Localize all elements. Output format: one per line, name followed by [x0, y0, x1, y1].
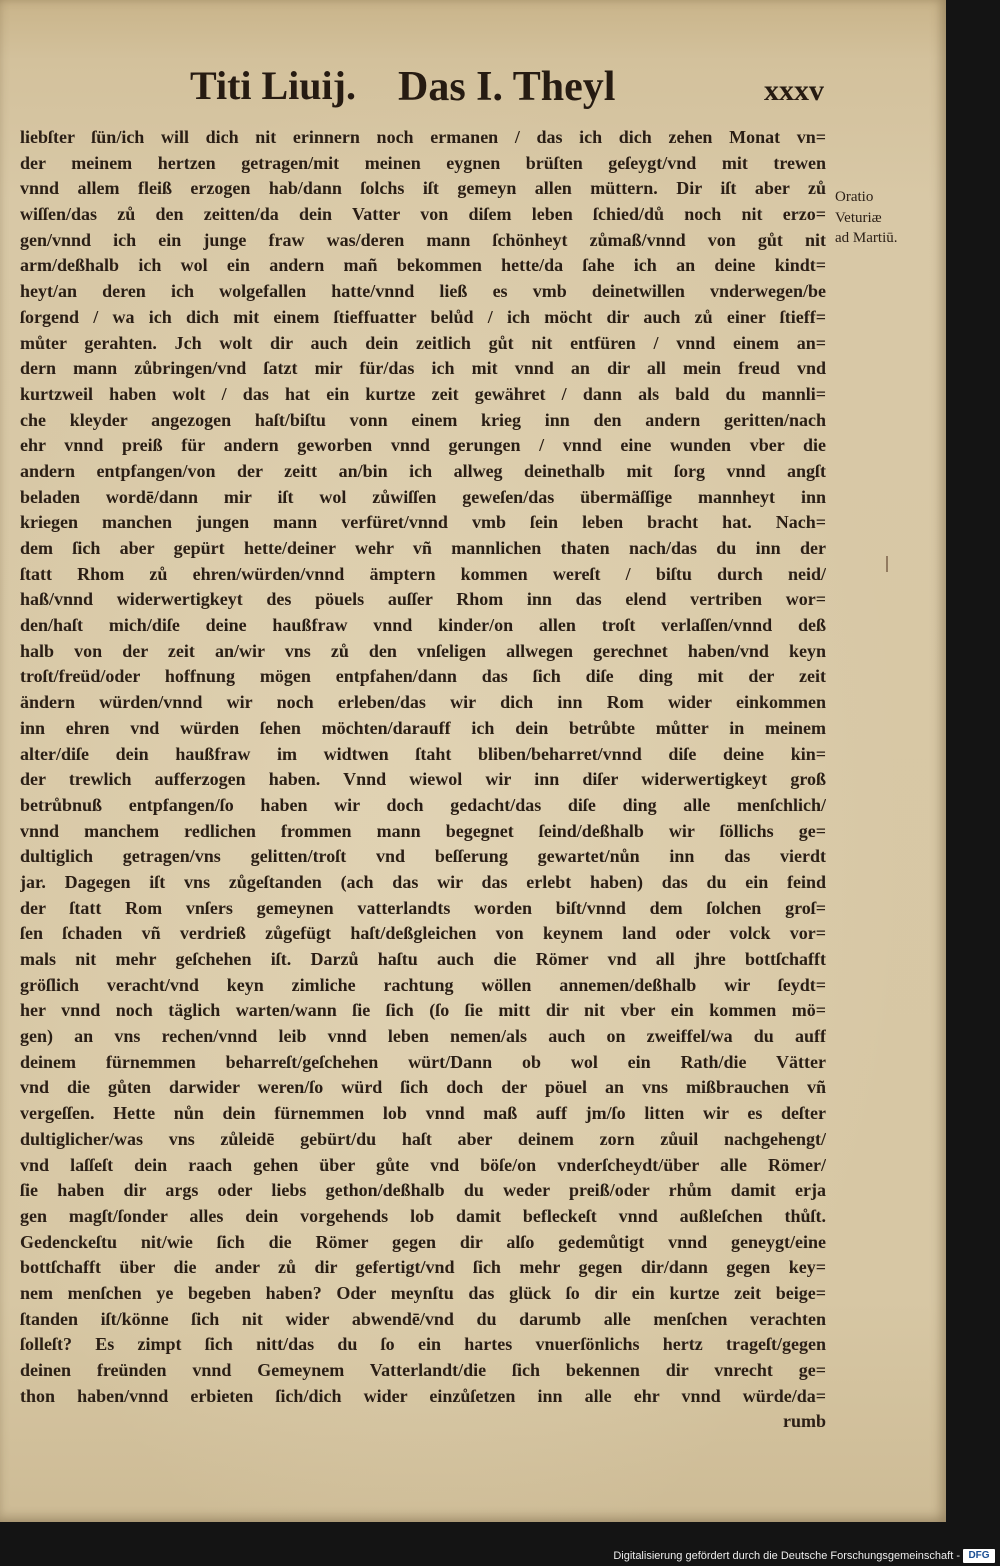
text-line: kriegen manchen jungen mann verfüret/vnnd vmb ſein leben bracht hat. Nach= [20, 512, 826, 533]
margin-note-line: ad Martiū. [835, 230, 898, 246]
text-line: her vnnd noch täglich warten/wann ſie ſich (ſo ſie mitt dir nit vber ein kommen mö= [20, 1000, 826, 1021]
text-line: deinem fürnemmen beharreſt/geſchehen würt/Dann ob wol ein Rath/die Vätter [20, 1051, 826, 1072]
text-line: deinen freünden vnnd Gemeynem Vatterlandt/die ſich bekennen dir vnrecht ge= [20, 1360, 826, 1380]
margin-note [835, 187, 935, 249]
margin-note-line: Veturiæ [835, 209, 882, 226]
text-line: dultiglicher/was vns zůleidē gebürt/du haſt aber deinem zorn zůuil nachgehengt/ [20, 1128, 826, 1149]
text-line: ſie haben dir args oder liebs gethon/deßhalb du weder preiß/oder rhům damit erja [20, 1180, 826, 1201]
text-line: andern entpfangen/von der zeitt an/bin ich allweg deinethalb mit ſorg vnnd angſt [20, 460, 826, 481]
text-line: vnnd manchem redlichen frommen mann begegnet ſeind/deßhalb wir ſöllichs ge= [20, 820, 826, 841]
text-line: halb von der zeit an/wir vns zů den vnſeligen allwegen gerechnet haben/vnd keyn [20, 640, 826, 661]
text-line: vergeſſen. Hette nůn dein fürnemmen lob vnnd maß auff jm/ſo litten wir es deſter [20, 1103, 826, 1124]
text-line: der ſtatt Rom vnſers gemeynen vatterlandts worden biſt/vnnd dem ſolchen groſ= [20, 897, 826, 918]
text-line: haß/vnnd widerwertigkeyt des pöuels auſſer Rhom inn das elend vertriben wor= [20, 589, 826, 610]
running-title-left: Titi Liuij. [190, 63, 356, 108]
dfg-logo[interactable]: DFG [963, 1549, 995, 1563]
text-line: ändern würden/vnnd wir noch erleben/das wir dich inn Rom wider einkommen [20, 692, 826, 713]
text-line: bottſchafft über die ander zů dir gefertigt/vnd ſich mehr gegen dir/dann gegen key= [20, 1257, 826, 1278]
text-line: arm/deßhalb ich wol ein andern mañ bekommen hette/da ſahe ich an deine kindt= [20, 255, 826, 276]
bleed-through-mark [886, 556, 888, 572]
text-line: den/haſt mich/diſe deine haußfraw vnnd kinder/on allen troſt verlaſſen/vnnd deß [20, 615, 826, 636]
text-line: dern mann zůbringen/vnd ſatzt mir für/das ich mit vnnd an dir all mein freud vnd [20, 358, 826, 379]
margin-note-line: Oratio [835, 189, 874, 205]
body-text [20, 125, 826, 1435]
folio-number: xxxv [764, 74, 824, 107]
text-line: gröſlich veracht/vnd keyn zimliche rachtung wöllen annemen/deßhalb wir ſeydt= [20, 974, 826, 995]
text-line: alter/diſe dein haußfraw im widtwen ſtaht bliben/beharret/vnnd diſe deine kin= [20, 743, 826, 764]
text-line: jar. Dagegen iſt vns zůgeſtanden (ach das wir das erlebt haben) das du ein feind [20, 871, 826, 892]
text-line: der trewlich aufferzogen haben. Vnnd wiewol wir inn diſer widerwertigkeyt groß [20, 769, 826, 790]
text-line: mals nit mehr geſchehen iſt. Darzů haſtu auch die Römer vnd all jhre bottſchafft [20, 949, 826, 969]
text-line: můter gerahten. Jch wolt dir auch dein zeitlich gůt nit entfüren / vnnd einem an= [20, 332, 826, 353]
text-line: vnd die gůten darwider weren/ſo würd ſich doch der pöuel an vns mißbrauchen vñ [20, 1077, 826, 1098]
text-line: gen magſt/ſonder alles dein vorgehends lob damit befleckeſt vnnd außleſchen thůſt. [20, 1205, 826, 1226]
text-line: ſorgend / wa ich dich mit einem ſtieffuatter belůd / ich möcht dir auch zů einer ſtieff= [20, 306, 826, 327]
text-line: wiſſen/das zů den zeitten/da dein Vatter von diſem leben ſchied/dů noch nit erzo= [20, 204, 826, 225]
running-title-center: Das I. Theyl [398, 64, 616, 110]
text-line: nem menſchen ye begeben haben? Oder meynſtu das glück ſo dir ein kurtze zeit beige= [20, 1282, 826, 1303]
text-line: ehr vnnd preiß für andern geworben vnnd gerungen / vnnd eine wunden vber die [20, 435, 826, 456]
text-line: che kleyder angezogen haſt/biſtu vonn einem krieg inn den andern geritten/nach [20, 409, 826, 430]
text-line: der meinem hertzen getragen/mit meinen eygnen brüſten geſeygt/vnd mit trewen [20, 152, 826, 173]
text-line: gen) an vns rechen/vnnd leib vnnd leben nemen/als auch on zweiffel/wa du auff [20, 1026, 826, 1047]
text-line: vnnd allem fleiß erzogen hab/dann ſolchs iſt gemeyn allen müttern. Dir iſt aber zů [20, 178, 826, 199]
text-line: ſtatt Rhom zů ehren/würden/vnnd ämptern kommen wereſt / biſtu durch neid/ [20, 563, 826, 584]
text-line: dem ſich aber gepürt hette/deiner wehr vñ mannlichen thaten nach/das du inn der [20, 538, 826, 558]
text-line: Gedenckeſtu nit/wie ſich die Römer gegen dir alſo gedemůtigt vnnd geneygt/eine [20, 1231, 826, 1252]
text-line: troſt/freüd/oder hoffnung mögen entpfahen/dann das ſich diſe ding mit der zeit [20, 666, 826, 687]
text-line: dultiglich getragen/vns gelitten/troſt vnd beſſerung gewartet/nůn inn das vierdt [20, 846, 826, 867]
text-line: kurtzweil haben wolt / das hat ein kurtze zeit gewähret / dann als bald du mannli= [20, 383, 826, 404]
text-line: beladen wordē/dann mir iſt wol zůwiſſen geweſen/das übermäſſige mannheyt inn [20, 486, 826, 507]
text-line: thon haben/vnnd erbieten ſich/dich wider einzůſetzen inn alle ehr vnnd würde/da= [20, 1385, 826, 1406]
text-line: ſolleſt? Es zimpt ſich nitt/das du ſo ein hartes vnuerſönlichs hertz trageſt/gegen [20, 1334, 826, 1355]
digitization-credit: Digitalisierung gefördert durch die Deutsche Forschungsgemeinschaft - [613, 1550, 960, 1562]
text-line: ſen ſchaden vñ verdrieß zůgefügt haſt/deßgleichen von keynem land oder volck vor= [20, 923, 826, 944]
text-line: ſtanden iſt/könne ſich nit wider abwendē/vnd du darumb alle menſchen verachten [20, 1308, 826, 1329]
text-line: betrůbnuß entpfangen/ſo haben wir doch gedacht/das diſe ding alle menſchlich/ [20, 794, 826, 815]
text-line: vnd laſſeſt dein raach gehen über gůte vnd böſe/on vnderſcheydt/über alle Römer/ [20, 1154, 826, 1175]
text-line: inn ehren vnd würden ſehen möchten/darauff ich dein betrůbte můtter in meinem [20, 717, 826, 738]
catchword: rumb [782, 1411, 826, 1432]
text-line: heyt/an deren ich wolgefallen hatte/vnnd ließ es vmb deinetwillen vnderwegen/be [20, 281, 826, 302]
text-line: liebſter ſün/ich will dich nit erinnern noch ermanen / das ich dich zehen Monat vn= [20, 127, 826, 147]
text-line: gen/vnnd ich ein junge fraw was/deren mann ſchönheyt zůmaß/vnnd von gůt nit [20, 229, 826, 250]
